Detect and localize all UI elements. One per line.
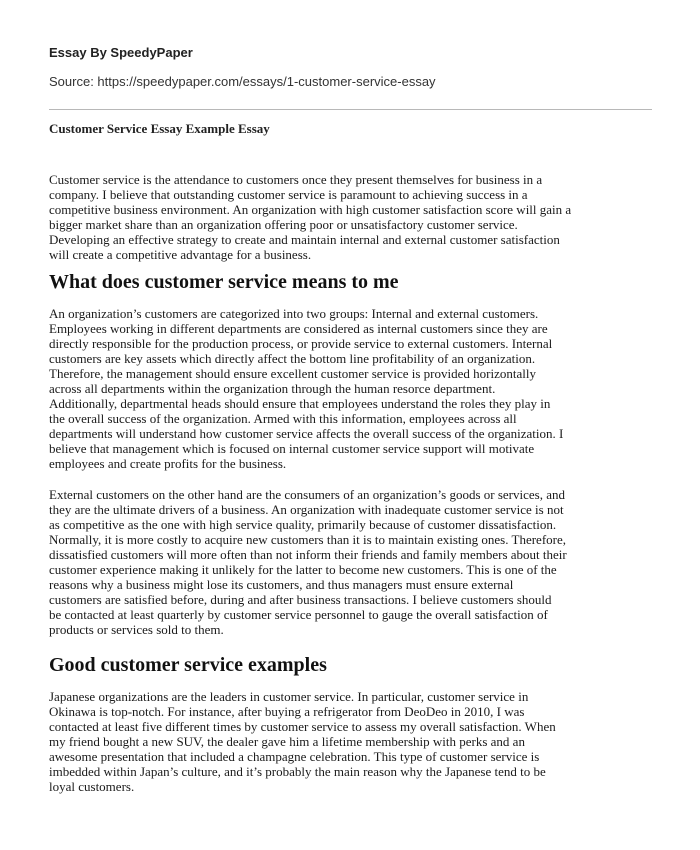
brand-title: Essay By SpeedyPaper: [49, 45, 193, 60]
essay-title: Customer Service Essay Example Essay: [49, 121, 270, 136]
section-heading-meaning: What does customer service means to me: [49, 271, 399, 293]
section-heading-examples: Good customer service examples: [49, 654, 327, 676]
header-divider: [49, 109, 652, 110]
paragraph-internal-customers: An organization’s customers are categorized into two groups: Internal and external customers. Employees working in different departments are considered as internal customers since they are directly responsible for the production process, or provide service to external customers. Internal customers are key assets which directly affect the bottom line profitability of an organization. Therefore, the management should ensure excellent customer service is provided horizontally across all departments within the organization through the human resorce department. Additionally, departmental heads should ensure that employees understand the roles they play in the overall success of the organization. Armed with this information, employees across all departments will understand how customer service affects the overall success of the organization. I believe that management which is focused on internal customer service support will motivate employees and create profits for the business.: [49, 306, 564, 471]
essay-body: [49, 172, 653, 810]
paragraph-external-customers: External customers on the other hand are the consumers of an organization’s goods or services, and they are the ultimate drivers of a business. An organization with inadequate customer service is not as competitive as the one with high service quality, primarily because of customer dissatisfaction. Normally, it is more costly to acquire new customers than it is to maintain existing ones. Therefore, dissatisfied customers will more often than not inform their friends and family members about their customer experience making it unlikely for the latter to become new customers. This is one of the reasons why a business might lose its customers, and thus managers must ensure external customers are satisfied before, during and after business transactions. I believe customers should be contacted at least quarterly by customer service personnel to gauge the overall satisfaction of products or services sold to them.: [49, 487, 567, 637]
paragraph-japan-examples: Japanese organizations are the leaders in customer service. In particular, customer service in Okinawa is top-notch. For instance, after buying a refrigerator from DeoDeo in 2010, I was contacted at least five different times by customer service to assess my overall satisfaction. When my friend bought a new SUV, the dealer gave him a lifetime membership with perks and an awesome presentation that included a champagne celebration. This type of customer service is imbedded within Japan’s culture, and it’s probably the main reason why the Japanese tend to be loyal customers.: [49, 689, 556, 794]
intro-paragraph: Customer service is the attendance to customers once they present themselves for business in a company. I believe that outstanding customer service is paramount to achieving success in a competitive business environment. An organization with high customer satisfaction score will gain a bigger market share than an organization offering poor or unsatisfactory customer service. Developing an effective strategy to create and maintain internal and external customer satisfaction will create a competitive advantage for a business.: [49, 172, 572, 262]
source-line: Source: https://speedypaper.com/essays/1-customer-service-essay: [49, 74, 436, 89]
